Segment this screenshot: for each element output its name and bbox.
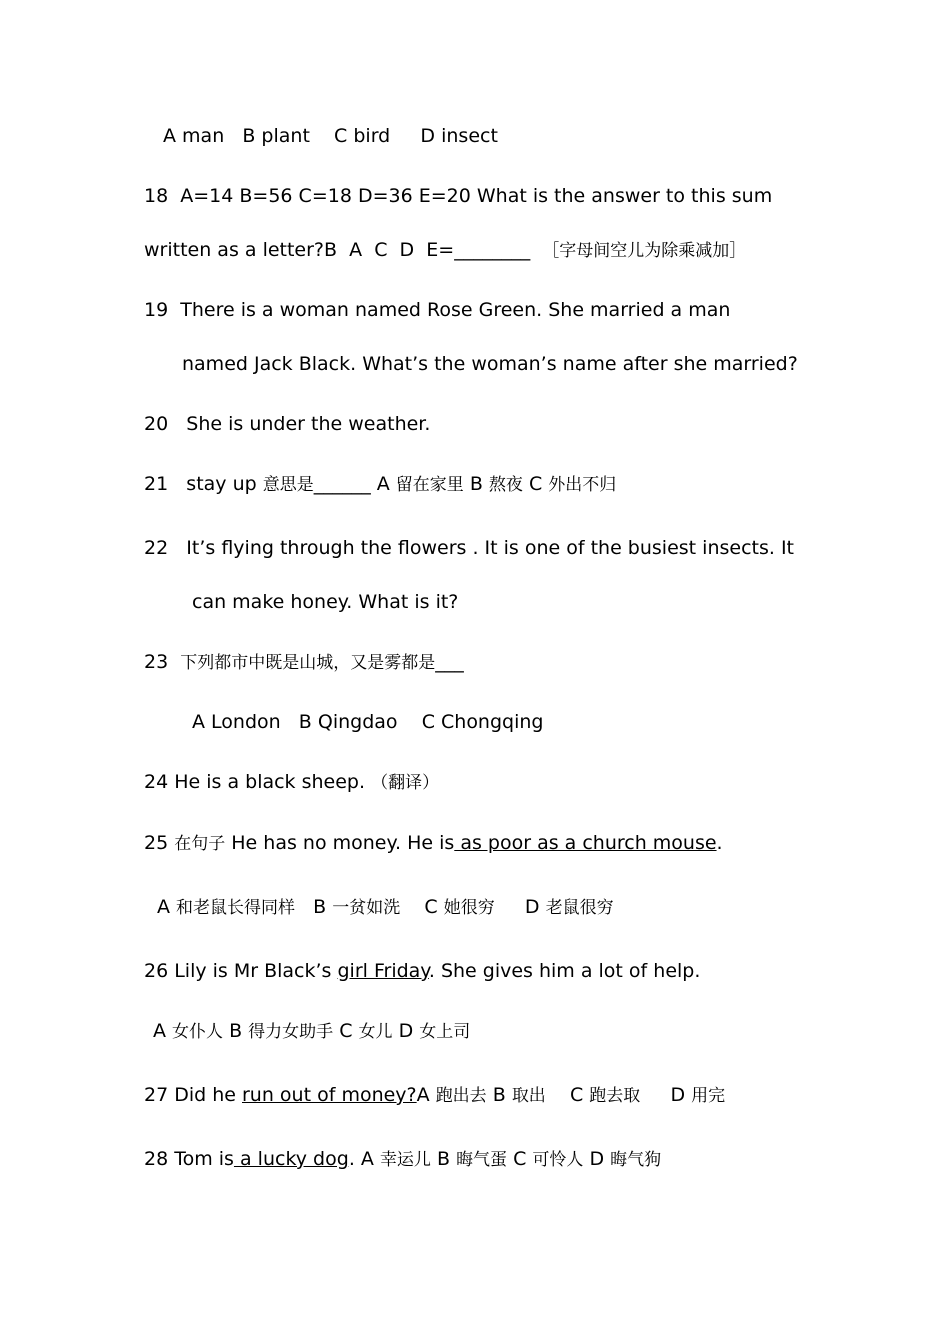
q28-d: D <box>583 1148 611 1170</box>
q27-c: C <box>545 1084 590 1106</box>
q26-end: . She gives him a lot of help. <box>428 960 701 982</box>
q25-cn: 在句子 <box>174 834 226 854</box>
q28 <box>144 1147 661 1172</box>
q27-b: B <box>486 1084 512 1106</box>
q26-c: C <box>333 1020 359 1042</box>
q27-underlined: run out of money? <box>242 1084 417 1106</box>
q28-option-c: 可怜人 <box>532 1150 584 1170</box>
q25-number: 25 <box>144 832 175 854</box>
q20 <box>144 412 430 436</box>
q27-a: A <box>416 1084 436 1106</box>
q27-text: 27 Did he <box>144 1084 242 1106</box>
q24-text: 24 He is a black sheep. <box>144 771 372 793</box>
q25-a: A <box>157 896 177 918</box>
q23-options-text: A London B Qingdao C Chongqing <box>192 711 544 733</box>
q19-text: 19 There is a woman named Rose Green. She married a man <box>144 299 731 321</box>
q25-underlined: as poor as a church mouse <box>454 832 717 854</box>
q27 <box>144 1083 725 1108</box>
q17-options <box>163 124 498 148</box>
q27-option-d: 用完 <box>691 1086 726 1106</box>
q27-option-b: 取出 <box>511 1086 546 1106</box>
q21-text: 21 stay up <box>144 473 263 495</box>
q23-blank: ___ <box>435 651 464 673</box>
q25-c: C <box>400 896 444 918</box>
q21-blank: ______ A <box>313 473 396 495</box>
q24-cn: （翻译） <box>371 773 440 793</box>
q21-option-c: 外出不归 <box>548 475 617 495</box>
q25 <box>144 831 723 856</box>
q20-text: 20 She is under the weather. <box>144 413 431 435</box>
q17-options-text: A man B plant C bird D insect <box>163 125 498 147</box>
q25-text: He has no money. He is <box>225 832 455 854</box>
q28-c: C <box>507 1148 533 1170</box>
q28-option-a: 幸运儿 <box>379 1150 431 1170</box>
q28-option-b: 晦气蛋 <box>456 1150 508 1170</box>
q19-line2 <box>182 352 798 376</box>
q23 <box>144 650 464 675</box>
q26-b: B <box>223 1020 249 1042</box>
q23-number: 23 <box>144 651 181 673</box>
q26 <box>144 959 700 983</box>
q22-text-2: can make honey. What is it? <box>192 591 459 613</box>
q24 <box>144 770 439 795</box>
q25-end: . <box>716 832 723 854</box>
q28-option-d: 晦气狗 <box>610 1150 662 1170</box>
q19-line1 <box>144 298 730 322</box>
q21-cn: 意思是 <box>262 475 314 495</box>
q26-d: D <box>392 1020 420 1042</box>
q22-line1 <box>144 536 794 560</box>
q28-text: 28 Tom is <box>144 1148 234 1170</box>
q21-option-a: 留在家里 <box>395 475 464 495</box>
q26-option-c: 女儿 <box>358 1022 393 1042</box>
q26-a: A <box>153 1020 173 1042</box>
q25-option-c: 她很穷 <box>443 898 495 918</box>
q27-option-c: 跑去取 <box>589 1086 641 1106</box>
q26-option-b: 得力女助手 <box>248 1022 334 1042</box>
q21-c: C <box>522 473 549 495</box>
q25-b: B <box>295 896 333 918</box>
q18-line2 <box>144 238 746 263</box>
q21 <box>144 472 616 497</box>
q25-d: D <box>494 896 546 918</box>
q19-text-2: named Jack Black. What’s the woman’s name after she married? <box>182 353 798 375</box>
q23-cn: 下列都市中既是山城，又是雾都是 <box>180 653 436 673</box>
q25-option-d: 老鼠很穷 <box>545 898 614 918</box>
q28-a: . A <box>348 1148 380 1170</box>
q18-text-2: written as a letter?B A C D E=________ <box>144 239 543 261</box>
q25-options <box>157 895 614 920</box>
q25-option-b: 一贫如洗 <box>332 898 401 918</box>
q27-d: D <box>640 1084 692 1106</box>
q26-text: 26 Lily is Mr Black’s <box>144 960 338 982</box>
q22-text: 22 It’s flying through the flowers . It is one of the busiest insects. It <box>144 537 794 559</box>
q21-option-b: 熬夜 <box>488 475 523 495</box>
q18-line1 <box>144 184 772 208</box>
q26-option-d: 女上司 <box>419 1022 471 1042</box>
q23-options <box>192 710 543 734</box>
q26-underlined: girl Friday <box>337 960 429 982</box>
q21-b: B <box>463 473 489 495</box>
q25-option-a: 和老鼠长得同样 <box>176 898 296 918</box>
q26-option-a: 女仆人 <box>172 1022 224 1042</box>
q27-option-a: 跑出去 <box>435 1086 487 1106</box>
q28-b: B <box>430 1148 457 1170</box>
q28-underlined: a lucky dog <box>233 1148 349 1170</box>
q18-hint: ［字母间空儿为除乘减加］ <box>542 241 747 261</box>
q22-line2 <box>192 590 458 614</box>
q18-text: 18 A=14 B=56 C=18 D=36 E=20 What is the answer to this sum <box>144 185 773 207</box>
q26-options <box>153 1019 470 1044</box>
